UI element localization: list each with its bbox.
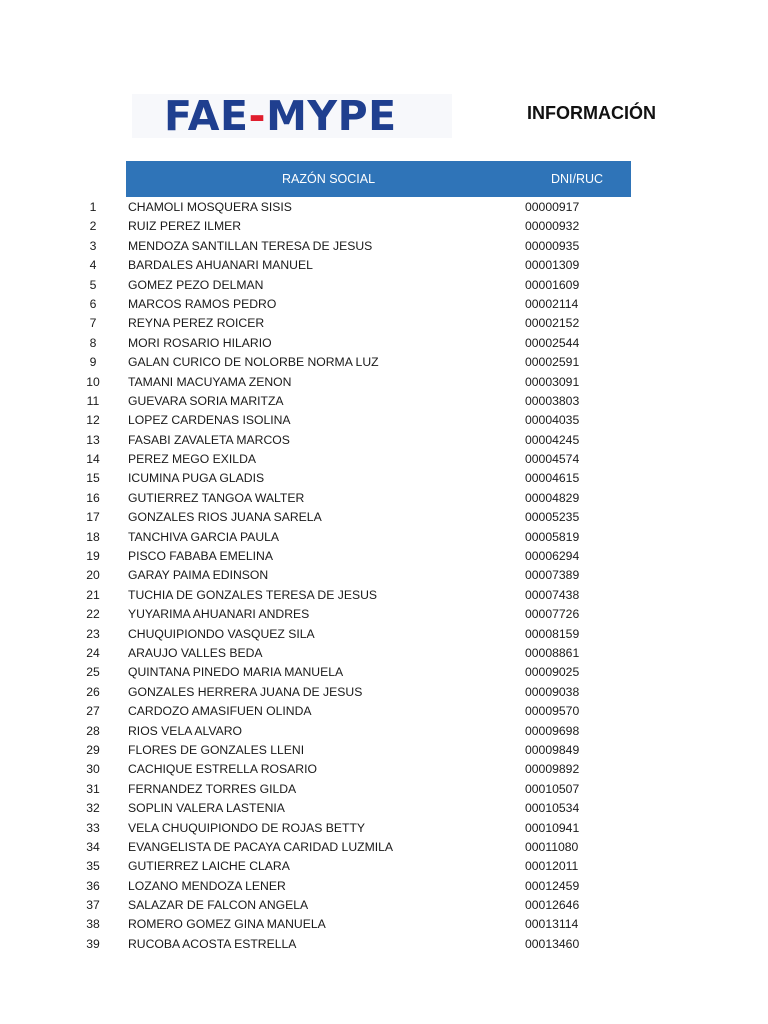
table-row (0, 625, 768, 644)
dni-ruc-cell: 00012459 (525, 878, 580, 893)
row-number: 30 (86, 762, 100, 777)
dni-ruc-cell: 00009698 (525, 723, 580, 738)
dni-ruc-cell: 00004574 (525, 452, 580, 467)
razon-social-cell: TUCHIA DE GONZALES TERESA DE JESUS (128, 587, 378, 602)
row-number: 11 (86, 393, 100, 408)
dni-ruc-cell: 00013114 (525, 917, 579, 932)
row-number: 5 (89, 277, 97, 292)
row-number: 37 (86, 898, 100, 913)
table-row (0, 469, 768, 488)
dni-ruc-cell: 00004245 (525, 432, 580, 447)
row-number: 39 (86, 936, 100, 951)
row-number: 6 (89, 296, 97, 311)
row-number: 10 (86, 374, 100, 389)
table-row (0, 819, 768, 838)
dni-ruc-cell: 00000917 (525, 200, 580, 214)
row-number: 33 (86, 820, 100, 835)
razon-social-cell: EVANGELISTA DE PACAYA CARIDAD LUZMILA (128, 839, 394, 854)
razon-social-cell: MARCOS RAMOS PEDRO (128, 296, 277, 311)
razon-social-cell: TAMANI MACUYAMA ZENON (128, 374, 292, 389)
table-row (0, 411, 768, 430)
razon-social-cell: ROMERO GOMEZ GINA MANUELA (128, 917, 326, 932)
dni-ruc-cell: 00008159 (525, 626, 580, 641)
dni-ruc-cell: 00000935 (525, 238, 580, 253)
dni-ruc-cell: 00009892 (525, 762, 580, 777)
table-row (0, 896, 768, 915)
table-row (0, 450, 768, 469)
row-number: 34 (86, 839, 100, 854)
dni-ruc-cell: 00009038 (525, 684, 580, 699)
dni-ruc-cell: 00001309 (525, 258, 580, 273)
logo-wordmark (164, 94, 397, 138)
row-number: 27 (86, 704, 100, 719)
row-number: 20 (86, 568, 100, 583)
table-row (0, 722, 768, 741)
razon-social-cell: LOZANO MENDOZA LENER (128, 878, 286, 893)
razon-social-cell: CARDOZO AMASIFUEN OLINDA (128, 704, 312, 719)
razon-social-cell: RUIZ PEREZ ILMER (128, 219, 242, 234)
row-number: 19 (86, 549, 100, 564)
dni-ruc-cell: 00005235 (525, 510, 580, 525)
razon-social-cell: SOPLIN VALERA LASTENIA (128, 801, 285, 816)
razon-social-cell: GUTIERREZ TANGOA WALTER (128, 490, 305, 505)
dni-ruc-cell: 00002114 (525, 296, 579, 311)
dni-ruc-cell: 00004615 (525, 471, 580, 486)
razon-social-cell: GALAN CURICO DE NOLORBE NORMA LUZ (128, 355, 379, 370)
dni-ruc-cell: 00004035 (525, 413, 580, 428)
dni-ruc-cell: 00006294 (525, 549, 580, 564)
table-row (0, 741, 768, 760)
razon-social-cell: GONZALES HERRERA JUANA DE JESUS (128, 684, 363, 699)
dni-ruc-cell: 00011080 (525, 839, 579, 854)
dni-ruc-cell: 00012646 (525, 898, 580, 913)
row-number: 25 (86, 665, 100, 680)
row-number: 24 (86, 645, 100, 660)
razon-social-cell: VELA CHUQUIPIONDO DE ROJAS BETTY (128, 820, 366, 835)
logo-dash: - (248, 92, 267, 140)
razon-social-cell: CHAMOLI MOSQUERA SISIS (128, 200, 292, 214)
table-row (0, 392, 768, 411)
table-row (0, 644, 768, 663)
razon-social-cell: REYNA PEREZ ROICER (128, 316, 265, 331)
dni-ruc-cell: 00009025 (525, 665, 580, 680)
row-number: 12 (86, 413, 100, 428)
dni-ruc-cell: 00003803 (525, 393, 580, 408)
row-number: 9 (89, 355, 97, 370)
razon-social-cell: TANCHIVA GARCIA PAULA (128, 529, 280, 544)
dni-ruc-cell: 00009849 (525, 742, 580, 757)
row-number: 28 (86, 723, 100, 738)
table-row (0, 528, 768, 547)
row-number: 35 (86, 859, 100, 874)
table-row (0, 683, 768, 702)
row-number: 18 (86, 529, 100, 544)
dni-ruc-cell: 00000932 (525, 219, 580, 234)
row-number: 17 (86, 510, 100, 525)
table-row (0, 314, 768, 333)
row-number: 1 (89, 200, 97, 214)
table-row (0, 198, 768, 217)
row-number: 8 (89, 335, 97, 350)
razon-social-cell: MORI ROSARIO HILARIO (128, 335, 272, 350)
row-number: 21 (86, 587, 100, 602)
razon-social-cell: QUINTANA PINEDO MARIA MANUELA (128, 665, 344, 680)
row-number: 36 (86, 878, 100, 893)
table-row (0, 780, 768, 799)
razon-social-cell: GARAY PAIMA EDINSON (128, 568, 269, 583)
razon-social-cell: SALAZAR DE FALCON ANGELA (128, 898, 309, 913)
dni-ruc-cell: 00007726 (525, 607, 580, 622)
table-header (126, 161, 631, 197)
page-title: INFORMACIÓN (527, 103, 656, 123)
column-header-razon-social: RAZÓN SOCIAL (282, 172, 376, 186)
table-row (0, 799, 768, 818)
dni-ruc-cell: 00009570 (525, 704, 580, 719)
row-number: 13 (86, 432, 100, 447)
table-row (0, 877, 768, 896)
dni-ruc-cell: 00005819 (525, 529, 580, 544)
dni-ruc-cell: 00010941 (525, 820, 580, 835)
row-number: 26 (86, 684, 100, 699)
row-number: 31 (86, 781, 100, 796)
dni-ruc-cell: 00001609 (525, 277, 580, 292)
table-row (0, 276, 768, 295)
table-row (0, 915, 768, 934)
row-number: 22 (86, 607, 100, 622)
table-row (0, 489, 768, 508)
razon-social-cell: CHUQUIPIONDO VASQUEZ SILA (128, 626, 315, 641)
row-number: 7 (89, 316, 97, 331)
razon-social-cell: RUCOBA ACOSTA ESTRELLA (128, 936, 297, 951)
dni-ruc-cell: 00004829 (525, 490, 580, 505)
row-number: 3 (89, 238, 97, 253)
razon-social-cell: RIOS VELA ALVARO (128, 723, 243, 738)
row-number: 32 (86, 801, 100, 816)
table-row (0, 237, 768, 256)
dni-ruc-cell: 00012011 (525, 859, 579, 874)
razon-social-cell: CACHIQUE ESTRELLA ROSARIO (128, 762, 317, 777)
razon-social-cell: GOMEZ PEZO DELMAN (128, 277, 264, 292)
dni-ruc-cell: 00002591 (525, 355, 580, 370)
dni-ruc-cell: 00008861 (525, 645, 580, 660)
table-row (0, 702, 768, 721)
razon-social-cell: MENDOZA SANTILLAN TERESA DE JESUS (128, 238, 373, 253)
table-row (0, 605, 768, 624)
row-number: 38 (86, 917, 100, 932)
razon-social-cell: GONZALES RIOS JUANA SARELA (128, 510, 322, 525)
table-row (0, 431, 768, 450)
razon-social-cell: BARDALES AHUANARI MANUEL (128, 258, 313, 273)
row-number: 23 (86, 626, 100, 641)
row-number: 14 (86, 452, 100, 467)
razon-social-cell: YUYARIMA AHUANARI ANDRES (128, 607, 310, 622)
table-row (0, 663, 768, 682)
razon-social-cell: FASABI ZAVALETA MARCOS (128, 432, 290, 447)
fae-mype-logo (132, 94, 452, 138)
dni-ruc-cell: 00007389 (525, 568, 580, 583)
table-row (0, 547, 768, 566)
dni-ruc-cell: 00003091 (525, 374, 580, 389)
table-row (0, 295, 768, 314)
razon-social-cell: ICUMINA PUGA GLADIS (128, 471, 265, 486)
table-row (0, 566, 768, 585)
razon-social-cell: PEREZ MEGO EXILDA (128, 452, 256, 467)
table-row (0, 256, 768, 275)
dni-ruc-cell: 00002544 (525, 335, 580, 350)
dni-ruc-cell: 00007438 (525, 587, 580, 602)
table-row (0, 935, 768, 954)
dni-ruc-cell: 00010507 (525, 781, 580, 796)
razon-social-cell: FLORES DE GONZALES LLENI (128, 742, 305, 757)
row-number: 15 (86, 471, 100, 486)
row-number: 2 (89, 219, 97, 234)
table-row (0, 838, 768, 857)
table-row (0, 586, 768, 605)
column-header-dni-ruc: DNI/RUC (551, 172, 604, 186)
table-row (0, 857, 768, 876)
dni-ruc-cell: 00013460 (525, 936, 580, 951)
razon-social-cell: LOPEZ CARDENAS ISOLINA (128, 413, 291, 428)
razon-social-cell: GUEVARA SORIA MARITZA (128, 393, 284, 408)
row-number: 4 (89, 258, 97, 273)
logo-suffix: MYPE (266, 92, 397, 140)
table-row (0, 217, 768, 236)
table-body (0, 198, 768, 954)
dni-ruc-cell: 00010534 (525, 801, 580, 816)
table-row (0, 508, 768, 527)
table-row (0, 334, 768, 353)
dni-ruc-cell: 00002152 (525, 316, 580, 331)
razon-social-cell: FERNANDEZ TORRES GILDA (128, 781, 297, 796)
logo-prefix: FAE (164, 92, 249, 140)
table-row (0, 353, 768, 372)
table-row (0, 760, 768, 779)
table-row (0, 373, 768, 392)
razon-social-cell: GUTIERREZ LAICHE CLARA (128, 859, 290, 874)
row-number: 16 (86, 490, 100, 505)
razon-social-cell: PISCO FABABA EMELINA (128, 549, 273, 564)
razon-social-cell: ARAUJO VALLES BEDA (128, 645, 263, 660)
row-number: 29 (86, 742, 100, 757)
